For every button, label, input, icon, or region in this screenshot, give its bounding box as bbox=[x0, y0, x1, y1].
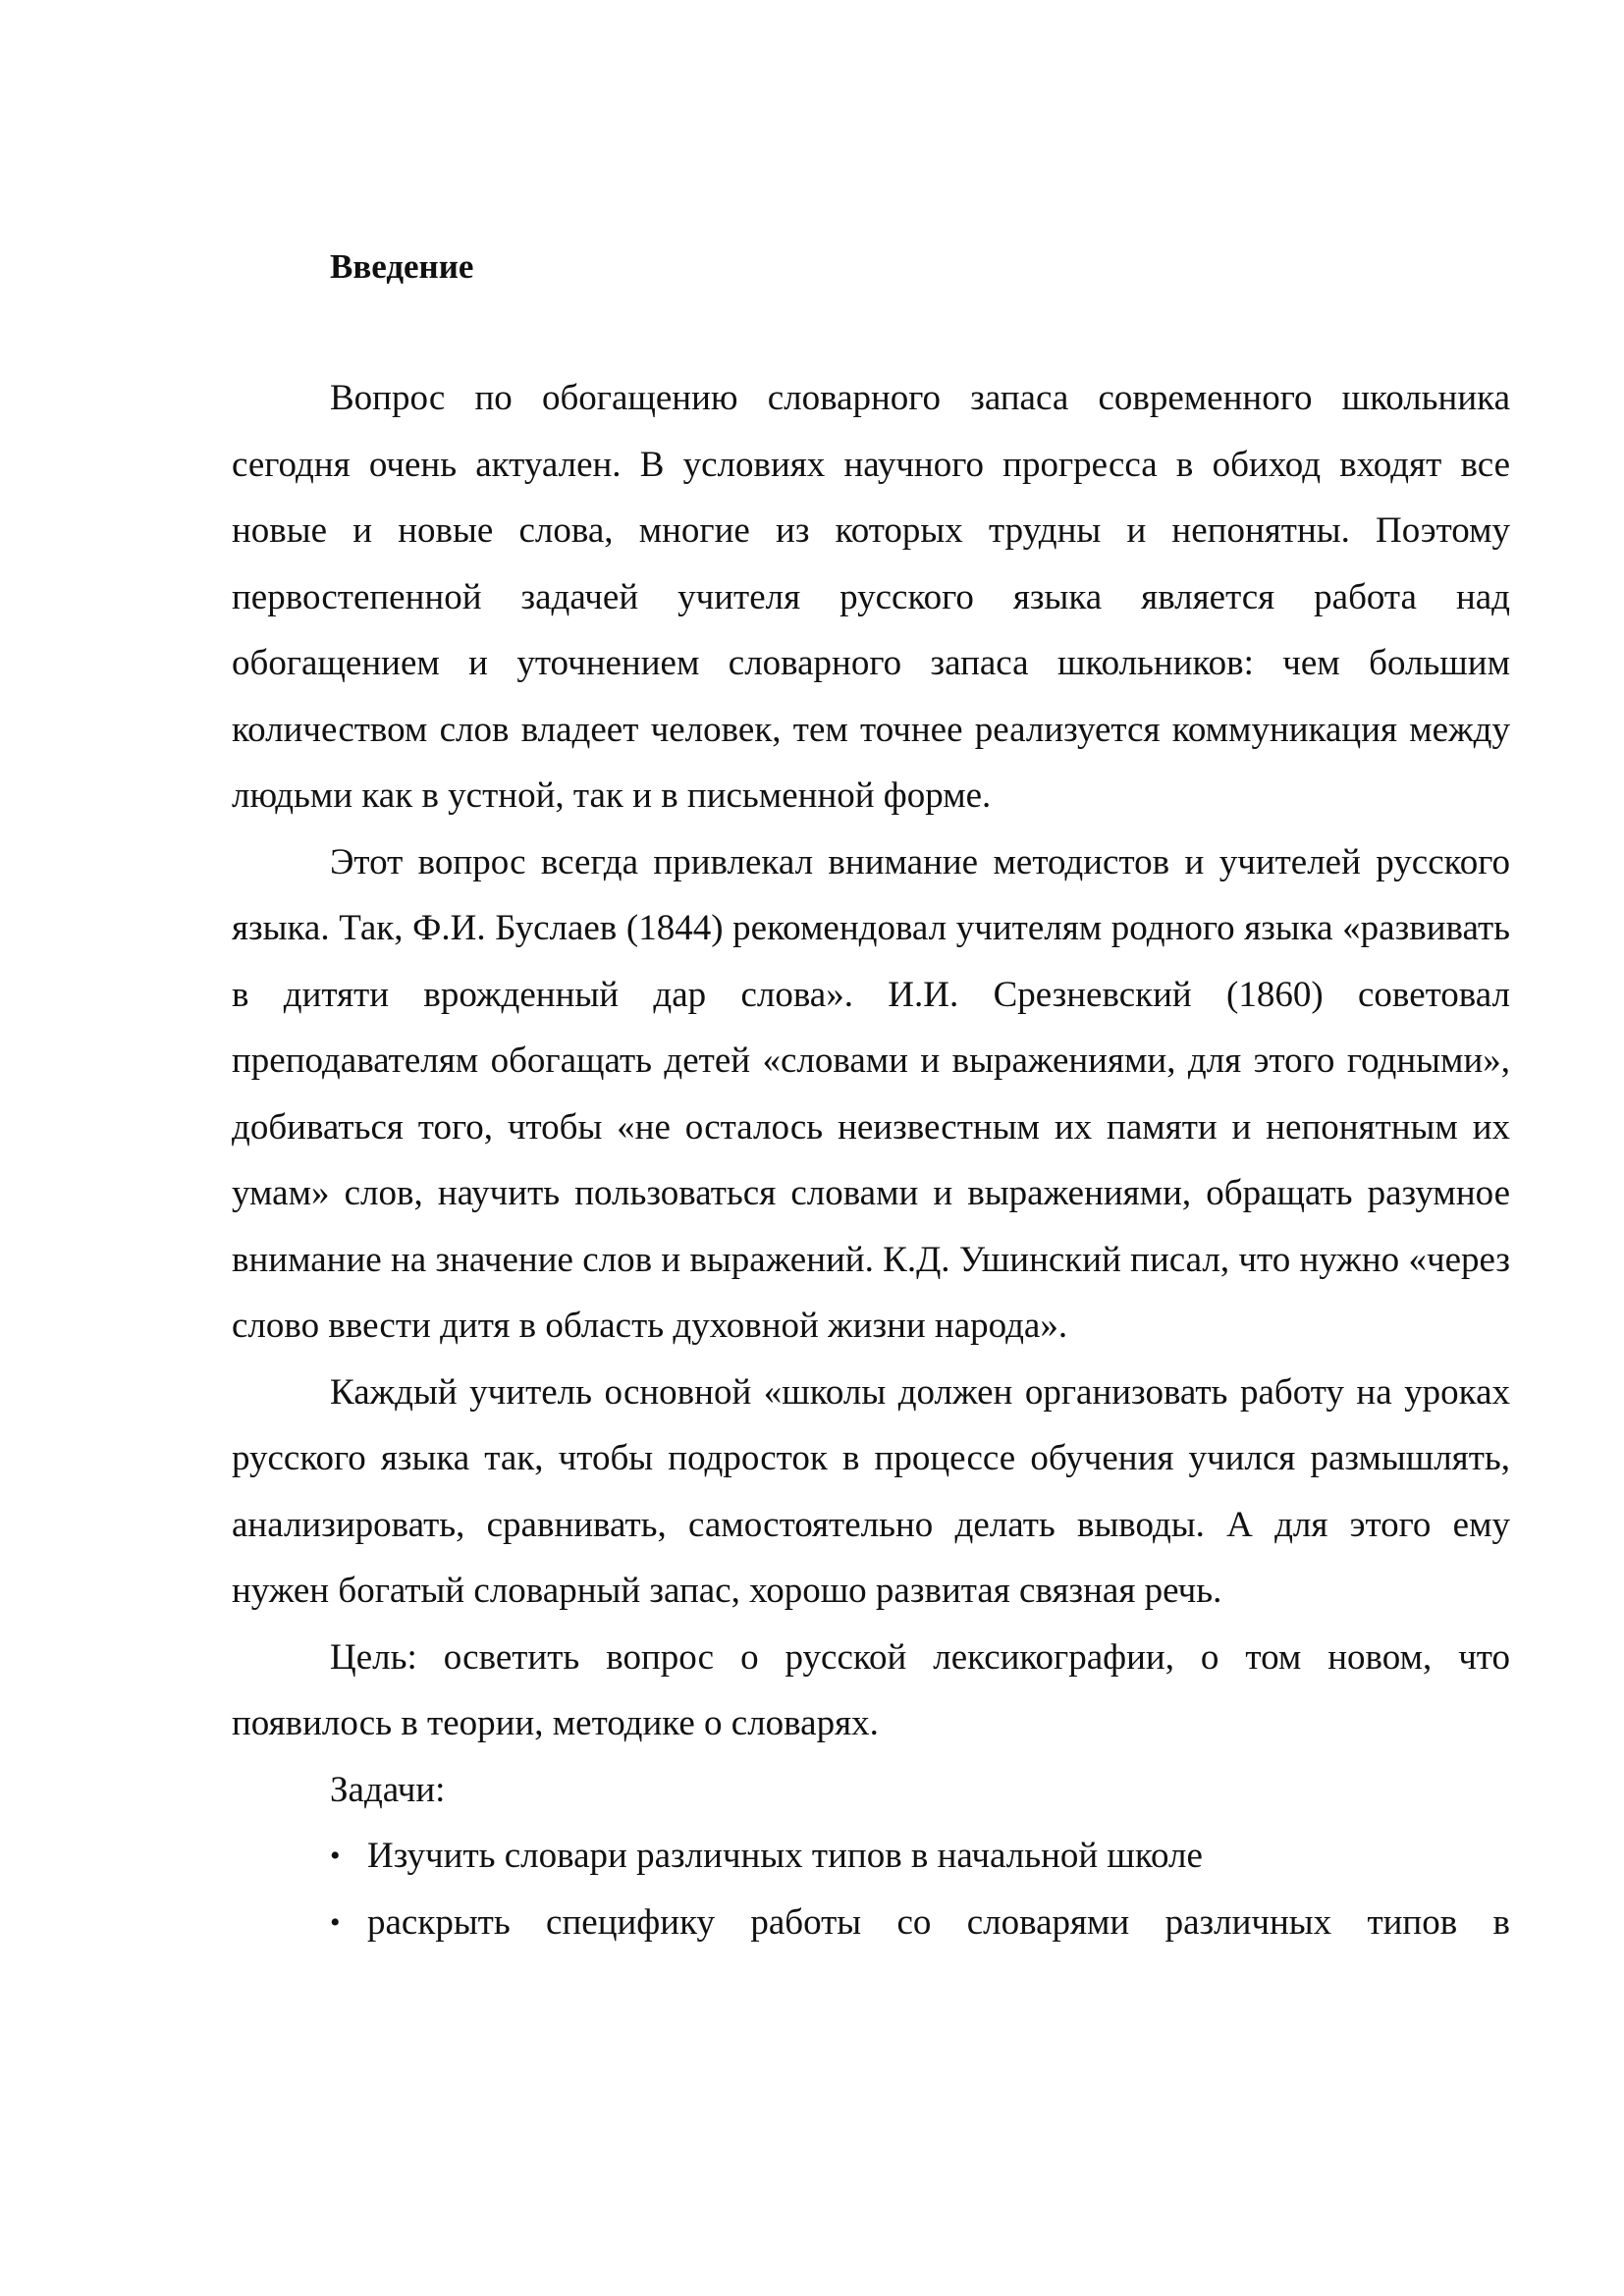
intro-body bbox=[232, 365, 1510, 1955]
list-item bbox=[232, 1823, 1510, 1890]
bullet-icon: • bbox=[330, 1905, 341, 1939]
paragraph: Вопрос по обогащению словарного запаса современного школьника сегодня очень актуален. В условиях научного прогресса в обиход входят все новые и новые слова, многие из которых трудны и непонятны. Поэтому первостепенной задачей учителя русского языка является работа над обогащением и уточнением словарного запаса школьников: чем большим количеством слов владеет человек, тем точнее реализуется коммуникация между людьми как в устной, так и в письменной форме. bbox=[232, 378, 1510, 816]
list-item bbox=[232, 1890, 1510, 1956]
paragraph: Каждый учитель основной «школы должен организовать работу на уроках русского языка так, чтобы подросток в процессе обучения учился размышлять, анализировать, сравнивать, самостоятельно делать выводы. А для этого ему нужен богатый словарный запас, хорошо развитая связная речь. bbox=[232, 1371, 1510, 1611]
task-text: раскрыть специфику работы со словарями различных типов в bbox=[367, 1901, 1510, 1943]
task-text: Изучить словари различных типов в начальной школе bbox=[367, 1836, 1203, 1876]
document-content bbox=[232, 247, 1510, 1955]
section-heading: Введение bbox=[330, 247, 474, 286]
goal-paragraph: Цель: осветить вопрос о русской лексикографии, о том новом, что появилось в теории, методике о словарях. bbox=[232, 1636, 1510, 1743]
paragraph: Этот вопрос всегда привлекал внимание методистов и учителей русского языка. Так, Ф.И. Буслаев (1844) рекомендовал учителям родного языка «развивать в дитяти врожденный дар слова». И.И. Срезневский (1860) советовал преподавателям обогащать детей «словами и выражениями, для этого годными», добиваться того, чтобы «не осталось неизвестным их памяти и непонятным их умам» слов, научить пользоваться словами и выражениями, обращать разумное внимание на значение слов и выражений. К.Д. Ушинский писал, что нужно «через слово ввести дитя в область духовной жизни народа». bbox=[232, 841, 1510, 1346]
bullet-icon: • bbox=[330, 1840, 341, 1872]
tasks-list bbox=[232, 1823, 1510, 1955]
tasks-label: Задачи: bbox=[330, 1769, 446, 1810]
